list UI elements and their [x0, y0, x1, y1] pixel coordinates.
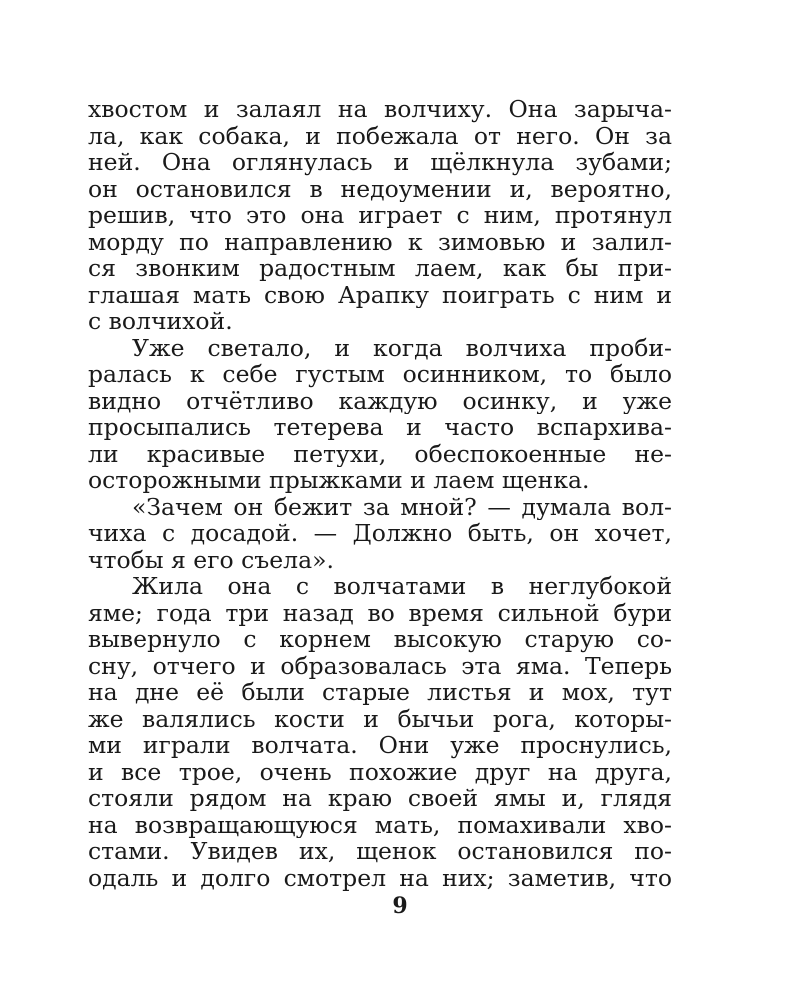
text-line: на дне её были старые листья и мох, тут	[88, 679, 672, 706]
text-line: вывернуло с корнем высокую старую со-	[88, 626, 672, 653]
text-line: одаль и долго смотрел на них; заметив, что	[88, 864, 672, 891]
text-line: же валялись кости и бычьи рога, которы-	[88, 705, 672, 732]
text-line: он остановился в недоумении и, вероятно,	[88, 175, 672, 202]
text-line: чтобы я его съела».	[88, 546, 334, 573]
text-line: видно отчётливо каждую осинку, и уже	[88, 387, 672, 414]
text-line: на возвращающуюся мать, помахивали хво-	[88, 811, 672, 838]
text-line: и все трое, очень похожие друг на друга,	[88, 758, 672, 785]
text-line: стами. Увидев их, щенок остановился по-	[88, 838, 672, 865]
text-line: ми играли волчата. Они уже проснулись,	[88, 732, 672, 759]
text-line: ли красивые петухи, обеспокоенные не-	[88, 440, 672, 467]
text-line: «Зачем он бежит за мной? — думала вол-	[132, 493, 672, 520]
text-line: ся звонким радостным лаем, как бы при-	[88, 255, 672, 282]
page-number: 9	[392, 893, 408, 919]
text-line: просыпались тетерева и часто вспархива-	[88, 414, 672, 441]
text-line: осторожными прыжками и лаем щенка.	[88, 467, 590, 494]
text-line: сну, отчего и образовалась эта яма. Теперь	[88, 652, 672, 679]
text-line: хвостом и залаял на волчиху. Она зарыча-	[88, 96, 672, 123]
text-line: стояли рядом на краю своей ямы и, глядя	[88, 785, 672, 812]
body-text	[88, 96, 672, 891]
text-line: решив, что это она играет с ним, протянул	[88, 202, 672, 229]
text-line: яме; года три назад во время сильной бури	[88, 599, 672, 626]
text-line: ней. Она оглянулась и щёлкнула зубами;	[88, 149, 672, 176]
text-line: с волчихой.	[88, 308, 233, 335]
text-line: ла, как собака, и побежала от него. Он за	[88, 122, 672, 149]
text-line: Жила она с волчатами в неглубокой	[132, 573, 672, 600]
text-line: ралась к себе густым осинником, то было	[88, 361, 672, 388]
text-line: Уже светало, и когда волчиха проби-	[132, 334, 672, 361]
text-line: глашая мать свою Арапку поиграть с ним и	[88, 281, 672, 308]
text-line: морду по направлению к зимовью и залил-	[88, 228, 672, 255]
text-line: чиха с досадой. — Должно быть, он хочет,	[88, 520, 672, 547]
